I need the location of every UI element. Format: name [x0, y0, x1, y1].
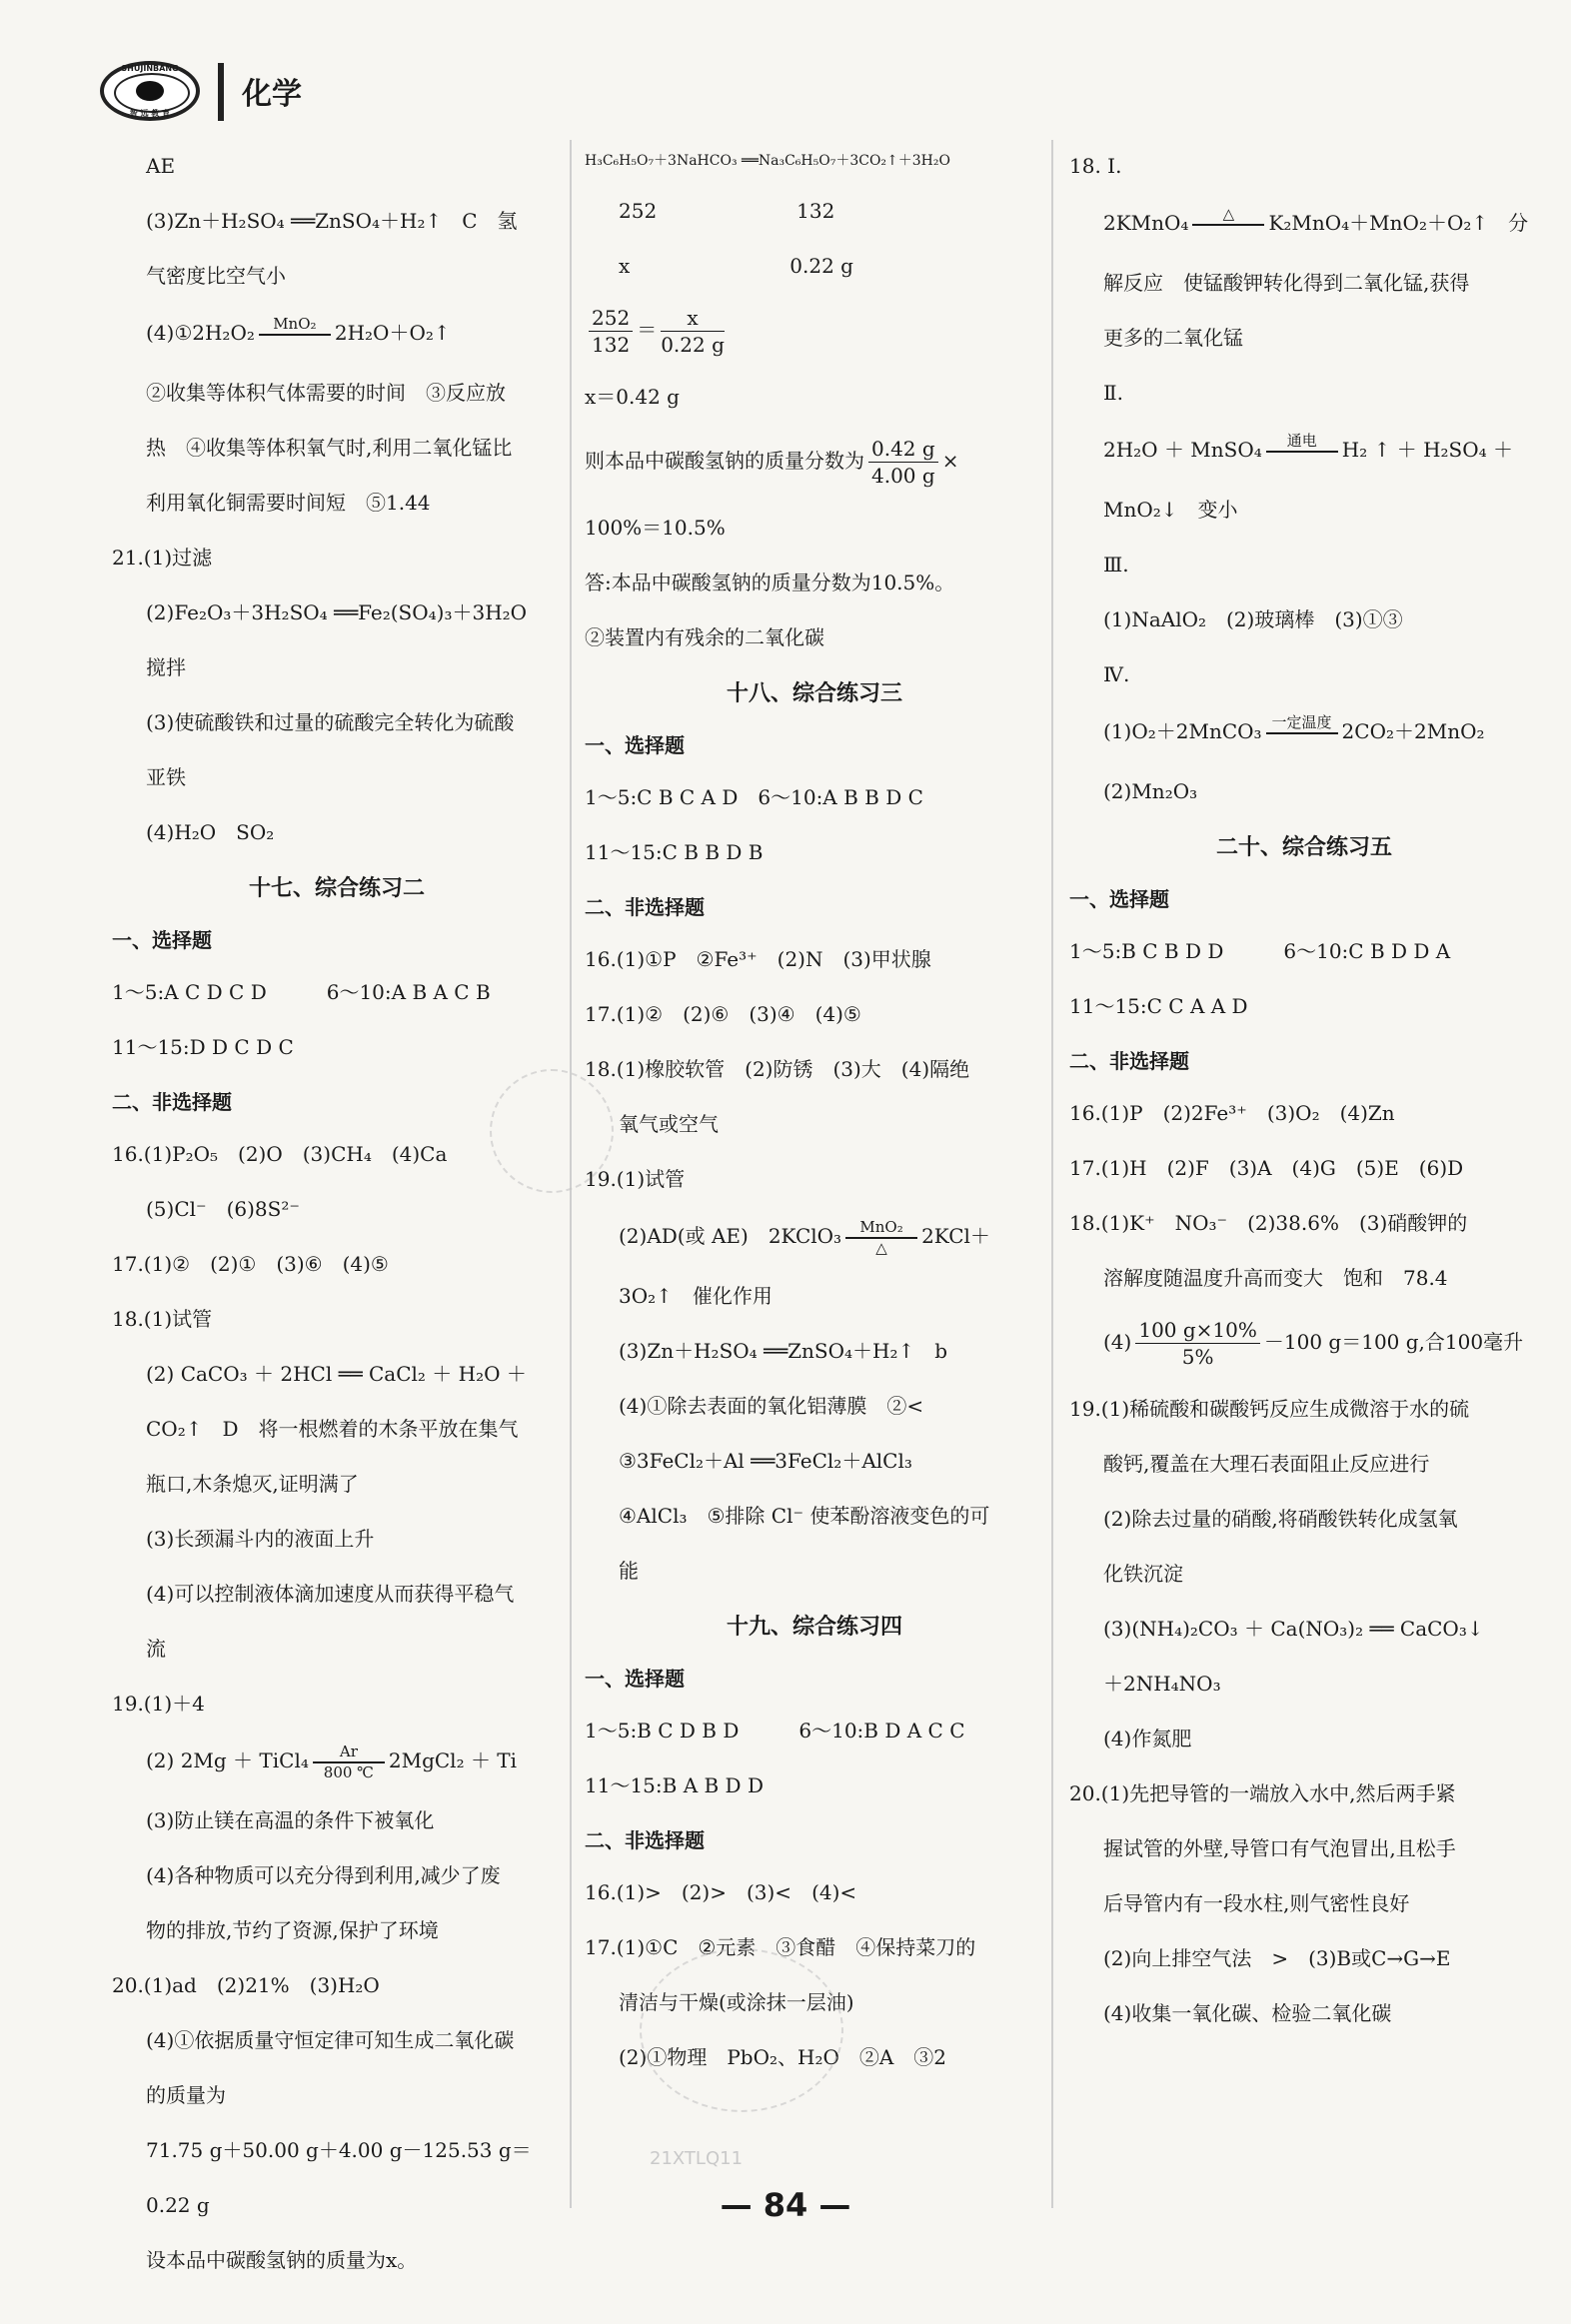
watermark-stamp — [640, 1948, 843, 2112]
answer-line: (4)①除去表面的氧化铝薄膜 ②< — [619, 1394, 924, 1419]
header-divider — [218, 63, 224, 121]
answer-line: x 0.22 g — [619, 254, 853, 279]
answer-line: 后导管内有一段水柱,则气密性良好 — [1103, 1891, 1410, 1915]
answer-line: (1)O₂＋2MnCO₃ 一定温度 2CO₂＋2MnO₂ — [1069, 713, 1539, 752]
answer-line: 更多的二氧化锰 — [1103, 326, 1243, 350]
answer-line: CO₂↑ D 将一根燃着的木条平放在集气 — [146, 1417, 519, 1441]
reaction-condition: MnO₂ — [259, 315, 331, 354]
answer-line: 热 ④收集等体积氧气时,利用二氧化锰比 — [146, 436, 513, 460]
print-code: 21XTLQ11 — [650, 2148, 744, 2169]
answer-line: 能 — [619, 1559, 639, 1584]
answer-line: 溶解度随温度升高而变大 饱和 78.4 — [1103, 1266, 1448, 1290]
answer-line: 设本品中碳酸氢钠的质量为x。 — [146, 2248, 418, 2272]
answer-line: 17.(1)①C ②元素 ③食醋 ④保持菜刀的 — [585, 1935, 976, 1960]
answer-line: 1～5:B C D B D 6～10:B D A C C — [585, 1719, 965, 1743]
answer-line: 11～15:C C A A D — [1069, 994, 1248, 1018]
answer-line: (2)Fe₂O₃＋3H₂SO₄ ══Fe₂(SO₄)₃＋3H₂O — [146, 600, 528, 624]
answer-line: Ⅳ. — [1103, 662, 1130, 686]
answer-line: 11～15:D D C D C — [112, 1035, 294, 1059]
logo-top-text: SHUJINBANG — [121, 64, 179, 73]
answer-line: 清洁与干燥(或涂抹一层油) — [619, 1990, 854, 2015]
subsection-heading: 二、非选择题 — [585, 895, 705, 920]
answer-line: ＋2NH₄NO₃ — [1103, 1672, 1221, 1696]
answer-line: 气密度比空气小 — [146, 264, 286, 288]
reaction-condition: $\frac{Ar}{800 ℃}$ — [313, 1743, 385, 1781]
subsection-heading: 二、非选择题 — [585, 1828, 705, 1853]
answer-line: 252 132 — [619, 199, 835, 224]
answer-line: (2) 2Mg ＋ TiCl₄ $\frac{Ar}{800 ℃}$ 2MgCl₂ ＋ Ti — [146, 1743, 518, 1781]
answer-line: x＝0.42 g — [585, 385, 680, 410]
answer-line: (1)NaAlO₂ (2)玻璃棒 (3)①③ — [1103, 607, 1403, 631]
answer-line: (2)向上排空气法 > (3)B或C→G→E — [1103, 1946, 1451, 1970]
answer-line: 亚铁 — [146, 765, 186, 789]
reaction-condition: 通电 — [1266, 432, 1338, 471]
answer-line: 18.(1)K⁺ NO₃⁻ (2)38.6% (3)硝酸钾的 — [1069, 1211, 1468, 1235]
answer-line: (5)Cl⁻ (6)8S²⁻ — [146, 1197, 300, 1221]
answer-line: 20.(1)先把导管的一端放入水中,然后两手紧 — [1069, 1781, 1456, 1805]
answer-line: ②收集等体积气体需要的时间 ③反应放 — [146, 381, 506, 405]
page-number: — 84 — — [720, 2186, 851, 2224]
column-3 — [1069, 150, 1539, 2052]
section-title: 十九、综合练习四 — [726, 1615, 902, 1641]
answer-line: 100%＝10.5% — [585, 516, 726, 541]
answer-line: (4)可以控制液体滴加速度从而获得平稳气 — [146, 1582, 515, 1606]
answer-line: AE — [146, 154, 176, 178]
subsection-heading: 二、非选择题 — [1069, 1049, 1189, 1073]
fraction: $\frac{x}{0.22 g}$ — [661, 306, 725, 358]
subsection-heading: 一、选择题 — [1069, 887, 1169, 911]
answer-line: 2H₂O ＋ MnSO₄ 通电 H₂ ↑ ＋ H₂SO₄ ＋ — [1069, 432, 1539, 471]
answer-line: Ⅱ. — [1103, 381, 1123, 405]
watermark-stamp — [490, 1069, 614, 1193]
answer-line: 则本品中碳酸氢钠的质量分数为 $\frac{0.42 g}{4.00 g}$ × — [585, 437, 959, 489]
answer-line: 16.(1)①P ②Fe³⁺ (2)N (3)甲状腺 — [585, 947, 931, 972]
answer-line: 19.(1)试管 — [585, 1167, 686, 1192]
answer-line: 流 — [146, 1637, 166, 1661]
answer-line: 化铁沉淀 — [1103, 1562, 1183, 1586]
answer-line: (3)长颈漏斗内的液面上升 — [146, 1527, 375, 1551]
answer-line: 11～15:C B B D B — [585, 840, 764, 865]
answer-line: 19.(1)稀硫酸和碳酸钙反应生成微溶于水的硫 — [1069, 1397, 1470, 1421]
answer-line: ③3FeCl₂＋Al ══3FeCl₂＋AlCl₃ — [619, 1449, 912, 1474]
answer-line: (3)Zn＋H₂SO₄ ══ZnSO₄＋H₂↑ b — [619, 1339, 948, 1364]
answer-line: 71.75 g＋50.00 g＋4.00 g－125.53 g＝ — [146, 2138, 532, 2162]
publisher-logo — [100, 61, 200, 121]
answer-line: H₃C₆H₅O₇＋3NaHCO₃ ══Na₃C₆H₅O₇＋3CO₂↑＋3H₂O — [585, 153, 950, 169]
answer-line: 1～5:B C B D D 6～10:C B D D A — [1069, 939, 1451, 963]
reaction-condition: △ — [1192, 205, 1264, 244]
answer-line: 17.(1)② (2)① (3)⑥ (4)⑤ — [112, 1252, 389, 1276]
answer-line: 3O₂↑ 催化作用 — [619, 1284, 773, 1309]
fraction: $\frac{252}{132}$ — [589, 305, 633, 358]
subsection-heading: 一、选择题 — [585, 1667, 685, 1692]
answer-line: 18.(1)试管 — [112, 1307, 213, 1331]
answer-line: 握试管的外壁,导管口有气泡冒出,且松手 — [1103, 1836, 1456, 1860]
subsection-heading: 一、选择题 — [112, 928, 212, 952]
answer-line: (4)收集一氧化碳、检验二氧化碳 — [1103, 2001, 1392, 2025]
answer-line: (3)防止镁在高温的条件下被氧化 — [146, 1808, 435, 1832]
answer-line: 16.(1)P (2)2Fe³⁺ (3)O₂ (4)Zn — [1069, 1101, 1395, 1125]
subsection-heading: 一、选择题 — [585, 733, 685, 758]
answer-line: 物的排放,节约了资源,保护了环境 — [146, 1918, 439, 1942]
answer-line: 16.(1)P₂O₅ (2)O (3)CH₄ (4)Ca — [112, 1142, 448, 1166]
answer-line: (4)①2H₂O₂ MnO₂ 2H₂O＋O₂↑ — [112, 315, 562, 354]
answer-line: 16.(1)> (2)> (3)< (4)< — [585, 1880, 857, 1905]
answer-line: (2)除去过量的硝酸,将硝酸铁转化成氢氧 — [1103, 1507, 1458, 1531]
eye-icon — [136, 81, 164, 101]
answer-line: (2)AD(或 AE) 2KClO₃ MnO₂ △ 2KCl＋ — [619, 1218, 990, 1258]
answer-line: (2)①物理 PbO₂、H₂O ②A ③2 — [619, 2045, 947, 2070]
answer-line: (2) CaCO₃ ＋ 2HCl ══ CaCl₂ ＋ H₂O ＋ — [146, 1362, 527, 1386]
answer-line: 氧气或空气 — [619, 1112, 719, 1137]
answer-line: 18. Ⅰ. — [1069, 154, 1122, 178]
answer-line: 瓶口,木条熄灭,证明满了 — [146, 1472, 359, 1496]
answer-line: (3)(NH₄)₂CO₃ ＋ Ca(NO₃)₂ ══ CaCO₃↓ — [1103, 1617, 1484, 1641]
answer-line: ④AlCl₃ ⑤排除 Cl⁻ 使苯酚溶液变色的可 — [619, 1504, 990, 1529]
answer-line: 17.(1)② (2)⑥ (3)④ (4)⑤ — [585, 1002, 861, 1027]
answer-line: (4) $\frac{100 g\times 10\%}{5\%}$ －100 g＝100 g,合100毫升 — [1103, 1318, 1524, 1369]
answer-line: ②装置内有残余的二氧化碳 — [585, 625, 824, 650]
subject-title: 化学 — [242, 77, 302, 112]
answer-line: 19.(1)＋4 — [112, 1692, 205, 1716]
column-1 — [112, 150, 562, 2299]
logo-bottom-text: 智 远 教 育 — [129, 109, 171, 118]
answer-line: 利用氧化铜需要时间短 ⑤1.44 — [146, 491, 431, 515]
answer-line: MnO₂↓ 变小 — [1103, 498, 1238, 522]
fraction: $\frac{0.42 g}{4.00 g}$ — [868, 436, 938, 489]
answer-line: 1～5:A C D C D 6～10:A B A C B — [112, 980, 491, 1004]
answer-line: 18.(1)橡胶软管 (2)防锈 (3)大 (4)隔绝 — [585, 1057, 970, 1082]
reaction-condition: MnO₂ △ — [845, 1218, 917, 1257]
answer-line: Ⅲ. — [1103, 553, 1129, 577]
answer-line: (2)Mn₂O₃ — [1103, 779, 1198, 803]
answer-line: 21.(1)过滤 — [112, 546, 213, 570]
answer-line: (4)各种物质可以充分得到利用,减少了废 — [146, 1863, 501, 1887]
answer-line: (3)Zn＋H₂SO₄ ══ZnSO₄＋H₂↑ C 氢 — [146, 209, 518, 233]
subsection-heading: 二、非选择题 — [112, 1090, 232, 1114]
answer-line: 搅拌 — [146, 655, 186, 679]
answer-line: $\frac{252}{132}$ ＝ $\frac{x}{0.22 g}$ — [585, 305, 1044, 358]
answer-line: 17.(1)H (2)F (3)A (4)G (5)E (6)D — [1069, 1156, 1464, 1180]
page-header — [100, 55, 1499, 125]
fraction: $\frac{100 g\times 10\%}{5\%}$ — [1135, 1317, 1260, 1370]
answer-line: 解反应 使锰酸钾转化得到二氧化锰,获得 — [1103, 271, 1470, 295]
answer-line: 11～15:B A B D D — [585, 1773, 764, 1798]
section-title: 十八、综合练习三 — [726, 681, 902, 707]
answer-line: 酸钙,覆盖在大理石表面阻止反应进行 — [1103, 1452, 1430, 1476]
answer-line: 答:本品中碳酸氢钠的质量分数为10.5%。 — [585, 571, 955, 595]
column-2 — [585, 150, 1044, 2096]
answer-line: 的质量为 — [146, 2083, 226, 2107]
answer-line: 20.(1)ad (2)21% (3)H₂O — [112, 1973, 380, 1997]
reaction-condition: 一定温度 — [1266, 713, 1338, 752]
answer-line: (4)H₂O SO₂ — [146, 820, 275, 844]
column-divider — [1051, 140, 1053, 2208]
answer-line: (3)使硫酸铁和过量的硫酸完全转化为硫酸 — [146, 710, 515, 734]
answer-line: 1～5:C B C A D 6～10:A B B D C — [585, 785, 923, 810]
answer-line: (4)作氮肥 — [1103, 1727, 1192, 1750]
answer-line: (4)①依据质量守恒定律可知生成二氧化碳 — [146, 2028, 515, 2052]
section-title: 二十、综合练习五 — [1215, 835, 1392, 860]
answer-line: 2KMnO₄ △ K₂MnO₄＋MnO₂＋O₂↑ 分 — [1069, 205, 1539, 244]
section-title: 十七、综合练习二 — [248, 876, 425, 901]
answer-line: 0.22 g — [146, 2193, 210, 2217]
